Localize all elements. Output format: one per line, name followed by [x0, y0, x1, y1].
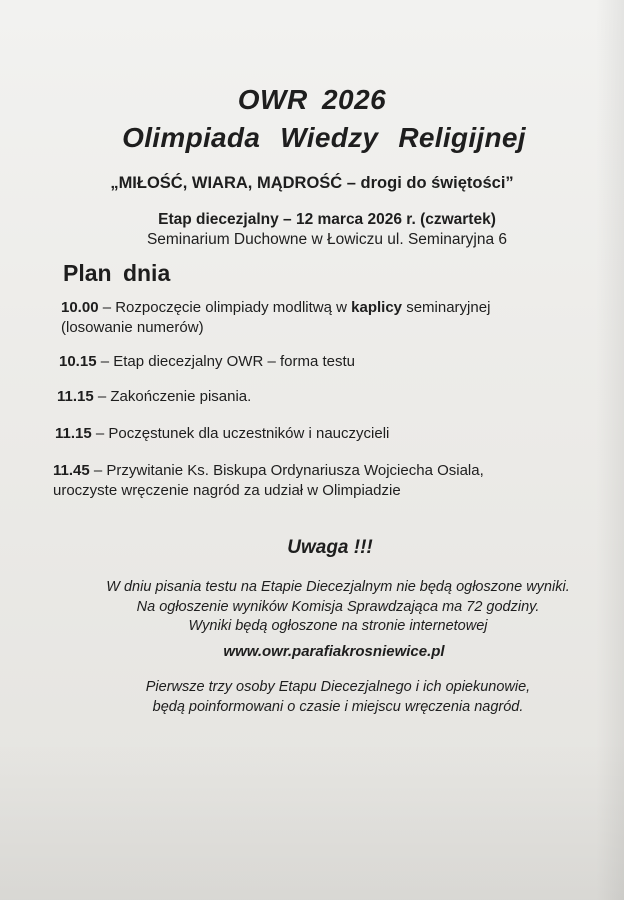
schedule-time: 10.00	[61, 299, 99, 316]
schedule-item-line	[53, 461, 484, 481]
schedule-item	[61, 298, 490, 338]
event-date: Etap diecezjalny – 12 marca 2026 r. (czwartek)	[158, 211, 496, 228]
notice-line: Na ogłoszenie wyników Komisja Sprawdzająca ma 72 godziny.	[136, 599, 540, 615]
schedule-time: 11.45	[53, 462, 90, 479]
schedule-item	[59, 352, 355, 372]
schedule-time: 11.15	[57, 388, 94, 405]
schedule-text: – Rozpoczęcie olimpiady modlitwą w	[98, 299, 352, 316]
schedule-item	[57, 387, 251, 407]
event-place: Seminarium Duchowne w Łowiczu ul. Seminaryjna 6	[146, 231, 508, 248]
schedule-text: – Zakończenie pisania.	[93, 388, 252, 405]
schedule-item-line	[61, 298, 490, 318]
notice-heading: Uwaga !!!	[287, 537, 373, 558]
schedule-text: – Poczęstunek dla uczestników i nauczycieli	[91, 425, 390, 442]
schedule-time: 10.15	[59, 353, 97, 370]
schedule-text: seminaryjnej	[402, 299, 491, 316]
document-subtitle: Olimpiada Wiedzy Religijnej	[122, 122, 526, 153]
schedule-emphasis: kaplicy	[351, 299, 403, 316]
page-shadow-bottom	[0, 740, 624, 900]
document-title: OWR 2026	[237, 84, 387, 115]
closing-line: Pierwsze trzy osoby Etapu Diecezjalnego i ich opiekunowie,	[145, 679, 531, 695]
notice-line: W dniu pisania testu na Etapie Diecezjalnym nie będą ogłoszone wyniki.	[106, 579, 570, 595]
schedule-item	[53, 461, 484, 501]
olympiad-motto: „MIŁOŚĆ, WIARA, MĄDROŚĆ – drogi do świętości”	[110, 174, 514, 192]
schedule-text: – Etap diecezjalny OWR – forma testu	[96, 353, 355, 370]
closing-line: będą poinformowani o czasie i miejscu wręczenia nagród.	[152, 699, 524, 715]
schedule-time: 11.15	[55, 425, 92, 442]
schedule-item	[55, 424, 389, 444]
schedule-text: – Przywitanie Ks. Biskupa Ordynariusza Wojciecha Osiala,	[89, 462, 484, 479]
schedule-item-line: (losowanie numerów)	[61, 319, 204, 336]
schedule-item-line: uroczyste wręczenie nagród za udział w Olimpiadzie	[53, 482, 401, 499]
plan-heading: Plan dnia	[63, 260, 171, 286]
website-address: www.owr.parafiakrosniewice.pl	[223, 643, 445, 660]
notice-line: Wyniki będą ogłoszone na stronie internetowej	[188, 618, 488, 634]
